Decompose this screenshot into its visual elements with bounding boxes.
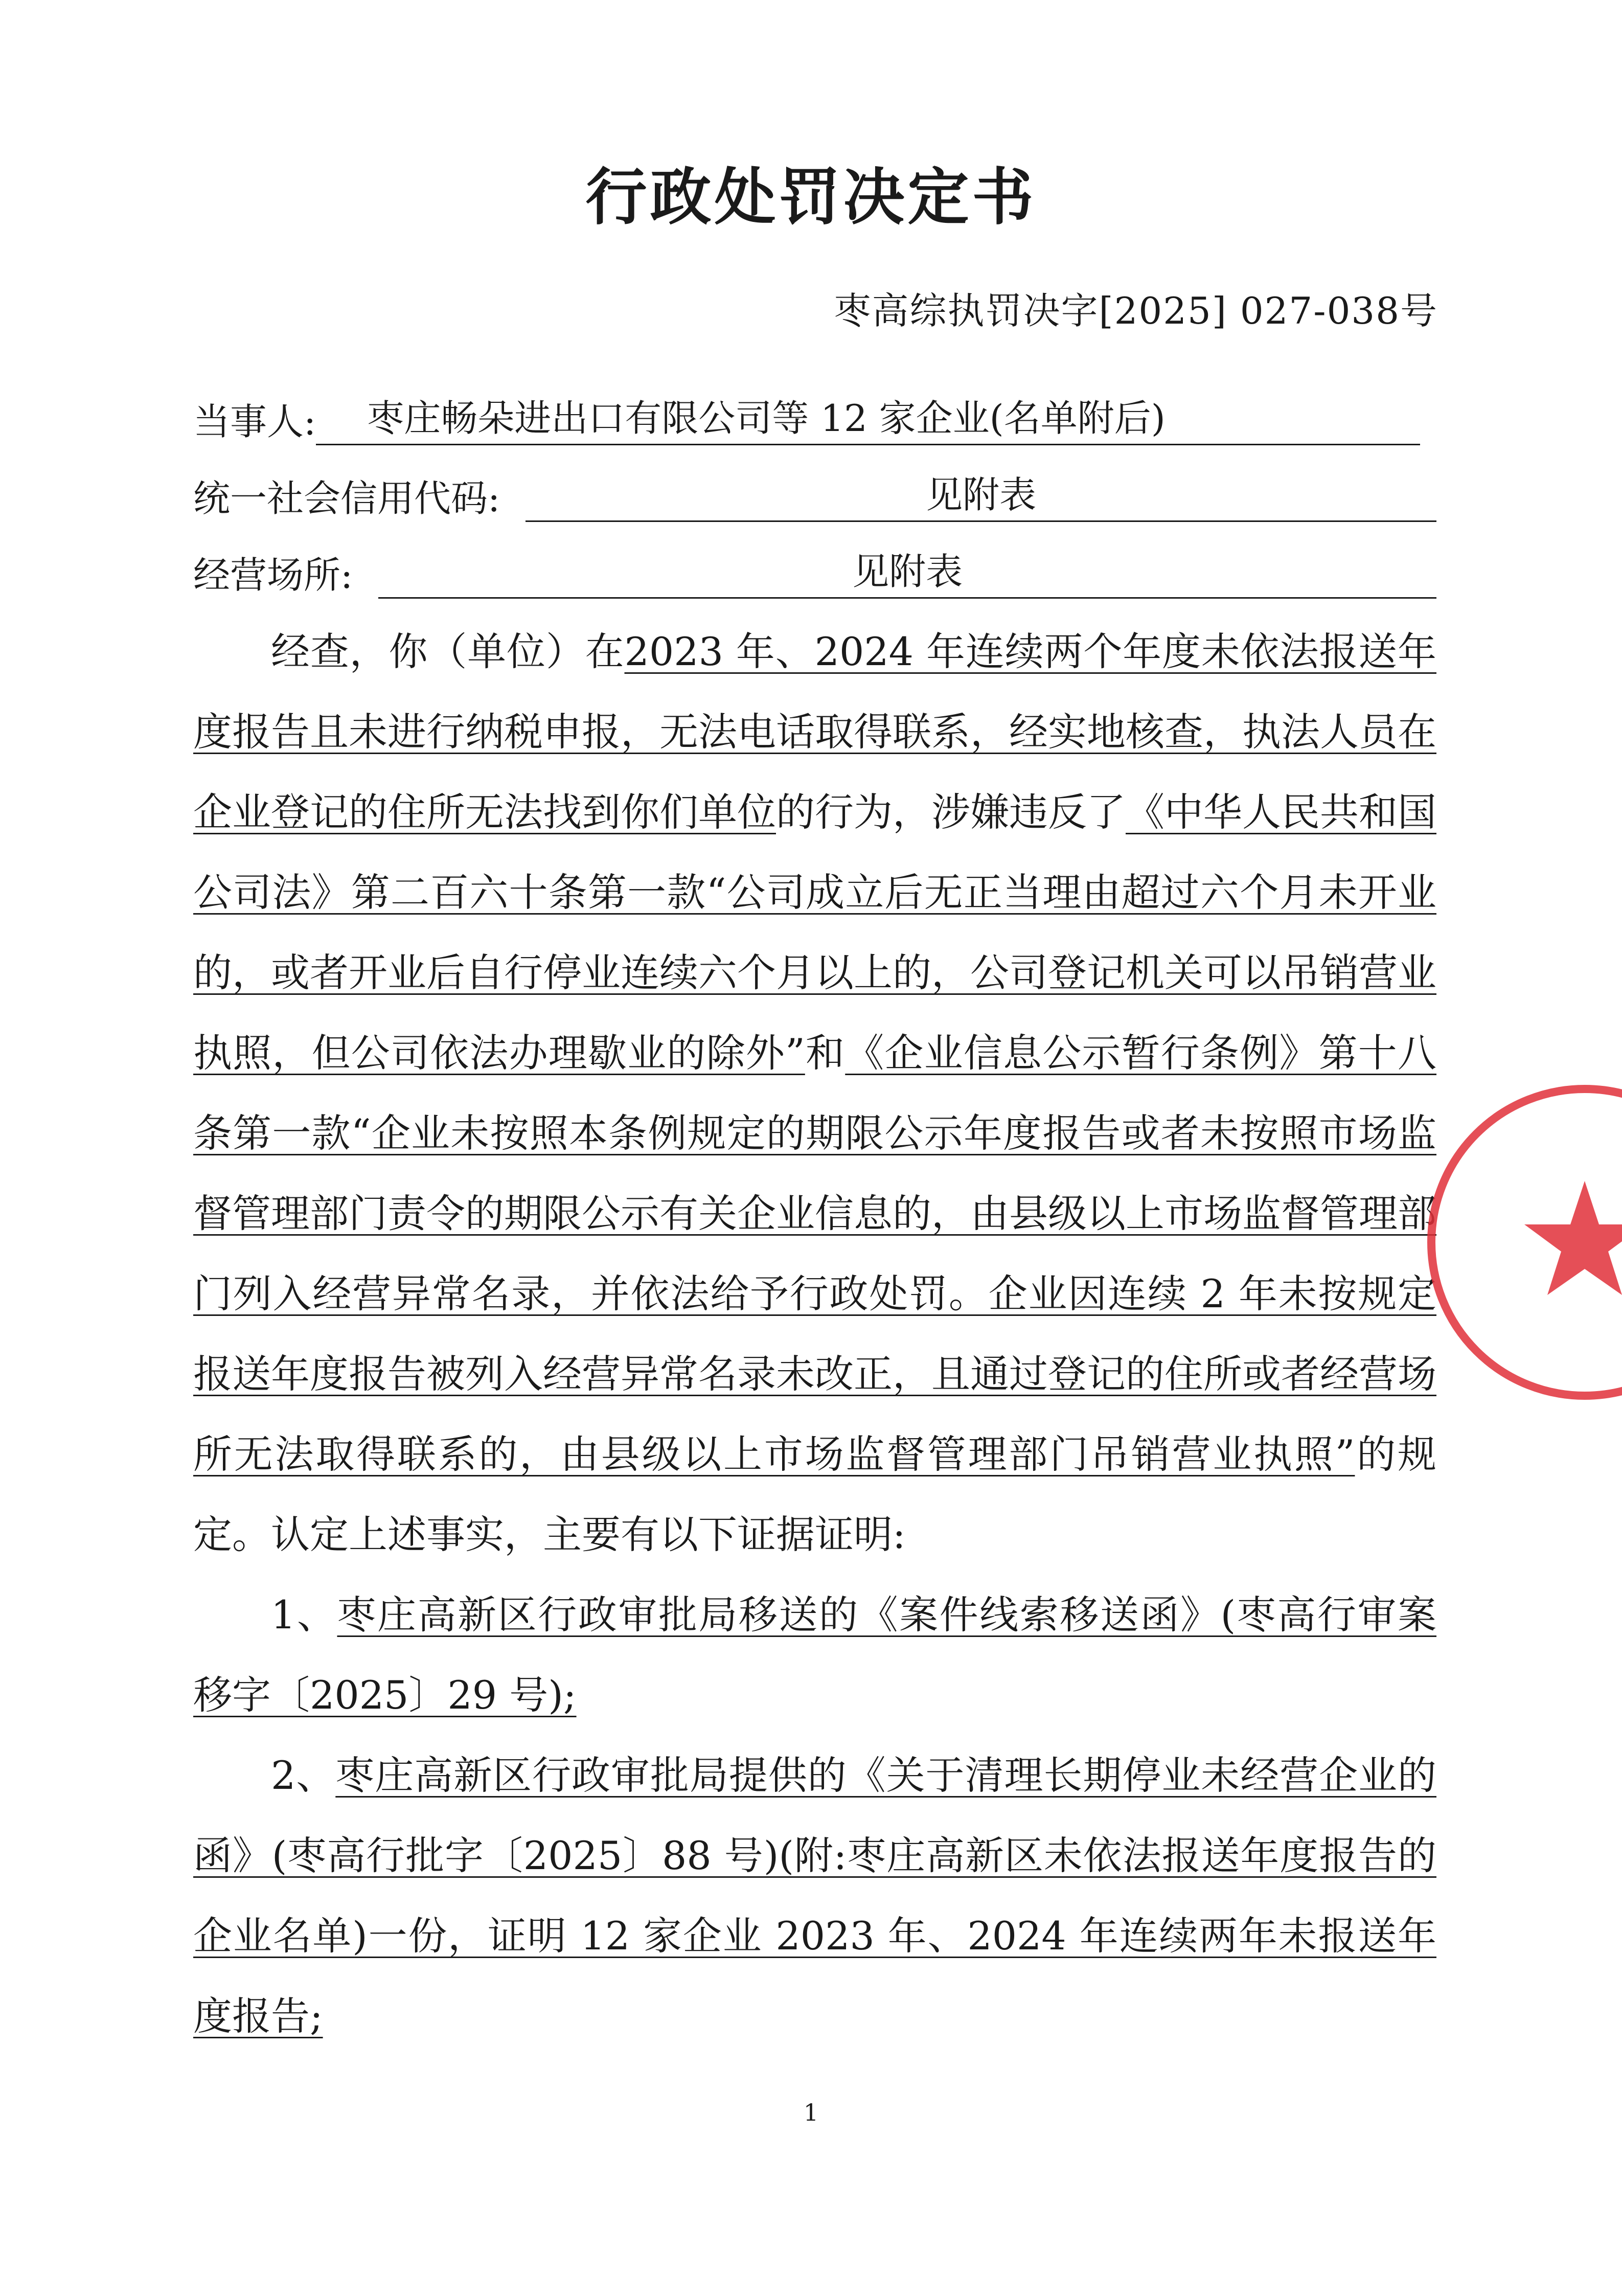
- document-body: [193, 611, 1436, 2056]
- evidence-1-text: 枣庄高新区行政审批局移送的《案件线索移送函》(枣高行审案移字〔2025〕29 号);: [193, 1592, 1437, 1718]
- facts-link: 的行为，涉嫌违反了: [776, 789, 1126, 835]
- evidence-2-text: 枣庄高新区行政审批局提供的《关于清理长期停业未经营企业的函》(枣高行批字〔2025〕88 号)(附:枣庄高新区未依法报送年度报告的企业名单)一份，证明 12 家企业 2023 年、2024 年连续两年未报送年度报告;: [193, 1753, 1436, 2039]
- credit-code-value: 见附表: [526, 465, 1436, 522]
- premises-label: 经营场所:: [193, 554, 353, 597]
- evidence-2-number: 2、: [271, 1753, 336, 1798]
- evidence-item-1: [193, 1575, 1436, 1735]
- page-title: 行政处罚决定书: [585, 162, 1037, 233]
- official-seal-icon: [1421, 1079, 1622, 1406]
- company-law-citation: 《中华人民共和国公司法》第二百六十条第一款“公司成立后无正当理由超过六个月未开业的，或者开业后自行停业连续六个月以上的，公司登记机关可以吊销营业执照，但公司依法办理歇业的除外”: [193, 789, 1436, 1076]
- facts-conclusion: 的规定。认定上述事实，主要有以下证据证明:: [193, 1431, 1436, 1557]
- premises-field: [193, 542, 1436, 599]
- credit-code-field: [193, 465, 1436, 522]
- evidence-1-number: 1、: [271, 1592, 337, 1638]
- document-number: 枣高综执罚决字[2025] 027-038号: [834, 289, 1438, 332]
- evidence-item-2: [193, 1735, 1436, 2056]
- premises-value: 见附表: [378, 542, 1436, 599]
- party-value: 枣庄畅朵进出口有限公司等 12 家企业(名单附后): [316, 389, 1420, 445]
- party-field: [193, 389, 1436, 445]
- facts-intro: 经查，你（单位）在: [271, 629, 625, 674]
- party-label: 当事人:: [193, 400, 316, 443]
- facts-and: 和: [805, 1030, 846, 1076]
- page-number: 1: [803, 2099, 819, 2126]
- credit-code-label: 统一社会信用代码:: [193, 477, 500, 520]
- regulation-citation: 《企业信息公示暂行条例》第十八条第一款“企业未按照本条例规定的期限公示年度报告或者未按照市场监督管理部门责令的期限公示有关企业信息的，由县级以上市场监督管理部门列入经营异常名录，并依法给予行政处罚。企业因连续 2 年未按规定报送年度报告被列入经营异常名录未改正，且通过登记的住所或者经营场所无法取得联系的，由县级以上市场监督管理部门吊销营业执照”: [193, 1030, 1437, 1477]
- facts-paragraph: [193, 611, 1436, 1575]
- facts-finding: 2023 年、2024 年连续两个年度未依法报送年度报告且未进行纳税申报，无法电话取得联系，经实地核查，执法人员在企业登记的住所无法找到你们单位: [193, 629, 1436, 835]
